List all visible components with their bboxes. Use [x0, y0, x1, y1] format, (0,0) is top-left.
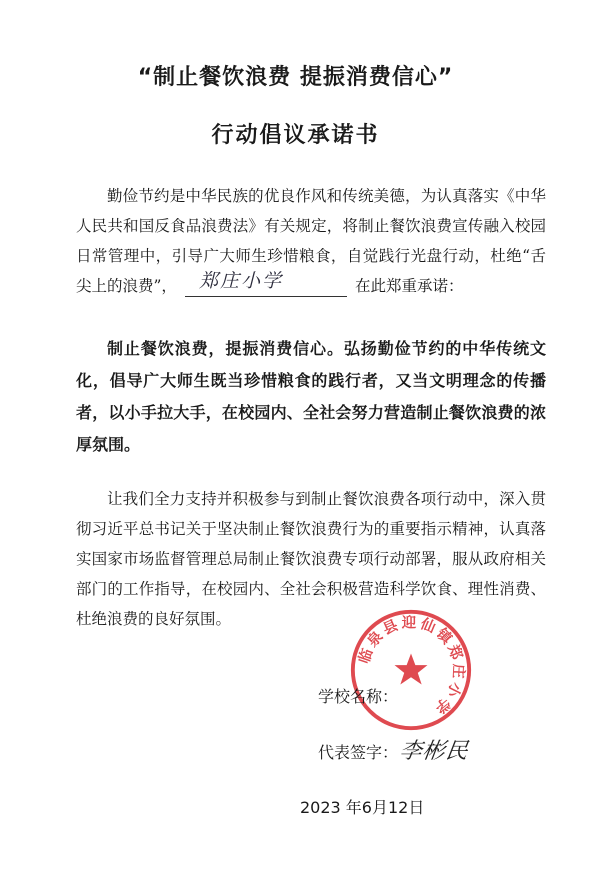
paragraph-intro-text: 勤俭节约是中华民族的优良作风和传统美德，为认真落实《中华人民共和国反食品浪费法》有关规定，将制止餐饮浪费宣传融入校园日常管理中，引导广大师生珍惜粮食，自觉践行光盘行动，杜绝“舌尖上的浪费”，	[76, 187, 546, 295]
document-title-line2: 行动倡议承诺书	[211, 123, 380, 148]
seal-text-path: 临泉县迎仙镇郑庄小学	[356, 615, 467, 718]
representative-signature-label: 代表签字：	[318, 743, 399, 762]
official-seal-stamp	[348, 607, 474, 733]
document-title-line1: “制止餐饮浪费 提振消费信心”	[137, 65, 454, 90]
handwritten-school-name: 郑庄小学	[198, 270, 283, 292]
seal-star-icon	[395, 654, 428, 685]
paragraph-call-to-action: 让我们全力支持并积极参与到制止餐饮浪费各项行动中，深入贯彻习近平总书记关于坚决制止餐饮浪费行为的重要指示精神，认真落实国家市场监督管理总局制止餐饮浪费专项行动部署，服从政府相关部门的工作指导，在校园内、全社会积极营造科学饮食、理性消费、杜绝浪费的良好氛围。	[76, 490, 546, 628]
paragraph-commitment-bold: 制止餐饮浪费，提振消费信心。弘扬勤俭节约的中华传统文化，倡导广大师生既当珍惜粮食的践行者，又当文明理念的传播者，以小手拉大手，在校园内、全社会努力营造制止餐饮浪费的浓厚氛围。	[76, 339, 546, 454]
representative-handwritten-signature: 李彬民	[397, 739, 471, 764]
paragraph-intro-ending: 在此郑重承诺：	[354, 277, 464, 295]
school-name-label: 学校名称：	[318, 687, 399, 706]
paragraph-intro	[76, 181, 546, 301]
school-name-blank	[185, 270, 347, 297]
signing-date: 2023 年6月12日	[300, 798, 425, 817]
